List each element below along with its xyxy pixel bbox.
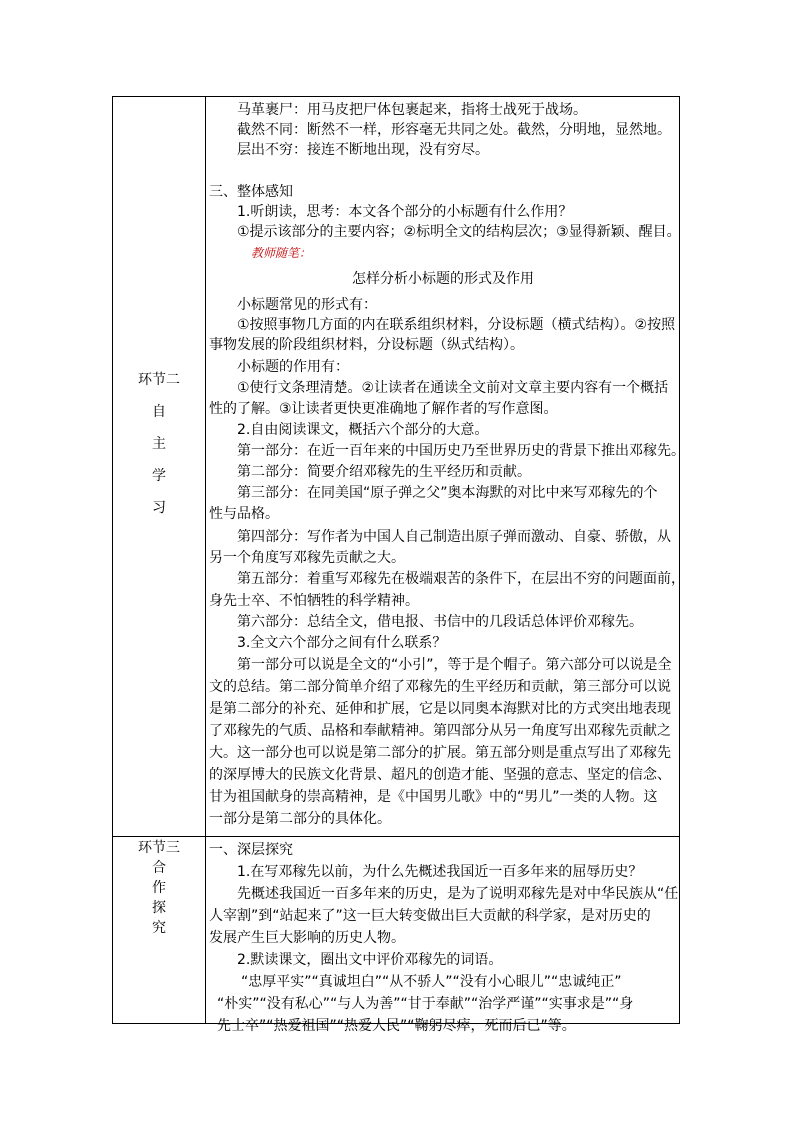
part-summary: 性与品格。 xyxy=(209,506,279,522)
roles-heading: 小标题的作用有： xyxy=(237,359,349,375)
part-summary: 另一个角度写邓稼先贡献之大。 xyxy=(209,550,405,566)
section2-label-line: 主 xyxy=(152,436,166,452)
lesson-table xyxy=(112,96,685,1034)
explore-answer-line: 发展产生巨大影响的历史人物。 xyxy=(209,930,405,946)
section3-label-line: 作 xyxy=(152,880,166,896)
part-summary: 第三部分：在同美国“原子弹之父”奥本海默的对比中来写邓稼先的个 xyxy=(237,485,658,501)
part-summary: 第五部分：着重写邓稼先在极端艰苦的条件下，在层出不穷的问题面前， xyxy=(237,571,685,587)
relation-line: 大。这一部分也可以说是第二部分的扩展。第五部分则是重点写出了邓稼先 xyxy=(209,745,671,761)
section3-label-line: 究 xyxy=(152,920,166,936)
row-divider xyxy=(113,836,679,837)
column-divider xyxy=(205,97,206,1023)
evaluation-words-line: “忠厚平实”“真诚坦白”“从不骄人”“没有小心眼儿”“忠诚纯正” xyxy=(241,974,622,990)
relation-line: 第一部分可以说是全文的“小引”，等于是个帽子。第六部分可以说是全 xyxy=(237,657,672,673)
question-3: 3.全文六个部分之间有什么联系？ xyxy=(237,635,447,651)
vocab-item: 层出不穷：接连不断地出现，没有穷尽。 xyxy=(237,142,489,158)
explore-question-1: 1.在写邓稼先以前，为什么先概述我国近一百多年来的屈辱历史？ xyxy=(237,864,643,880)
section2-label-line: 习 xyxy=(152,500,166,516)
question-1: 1.听朗读，思考：本文各个部分的小标题有什么作用？ xyxy=(237,204,573,220)
part-summary: 第二部分：简要介绍邓稼先的生平经历和贡献。 xyxy=(237,464,531,480)
explore-answer-line: 人宰割”到“站起来了”这一巨大转变做出巨大贡献的科学家，是对历史的 xyxy=(209,908,651,924)
relation-line: 甘为祖国献身的崇高精神，是《中国男儿歌》中的“男儿”一类的人物。这 xyxy=(209,789,658,805)
section3-label-line: 探 xyxy=(152,900,166,916)
relation-line: 了邓稼先的气质、品格和奉献精神。第四部分从另一角度写出邓稼先贡献之 xyxy=(209,723,671,739)
explore-answer-line: 先概述我国近一百多年来的历史，是为了说明邓稼先是对中华民族从“任 xyxy=(237,886,679,902)
vocab-item: 马革裹尸：用马皮把尸体包裹起来，指将士战死于战场。 xyxy=(237,102,587,118)
forms-heading: 小标题常见的形式有： xyxy=(237,297,377,313)
teacher-note: 教师随笔： xyxy=(251,246,312,260)
vocab-item: 截然不同：断然不一样，形容毫无共同之处。截然，分明地，显然地。 xyxy=(237,122,671,138)
question-2: 2.自由阅读课文，概括六个部分的大意。 xyxy=(237,422,489,438)
relation-line: 是第二部分的补充、延伸和扩展，它是以同奥本海默对比的方式突出地表现 xyxy=(209,701,671,717)
section2-label xyxy=(113,369,205,517)
explore-question-2: 2.默读课文，圈出文中评价邓稼先的词语。 xyxy=(237,952,503,968)
method-title: 怎样分析小标题的形式及作用 xyxy=(352,271,534,287)
relation-line: 一部分是第二部分的具体化。 xyxy=(209,811,391,827)
relation-line: 的深厚博大的民族文化背景、超凡的创造才能、坚强的意志、坚定的信念、 xyxy=(209,767,671,783)
forms-line: ①按照事物几方面的内在联系组织材料，分设标题（横式结构）。②按照 xyxy=(237,317,676,333)
roles-line: 性的了解。③让读者更快更准确地了解作者的写作意图。 xyxy=(209,401,558,417)
section3-label-line: 环节三 xyxy=(138,840,180,856)
part-summary: 身先士卒、不怕牺牲的科学精神。 xyxy=(209,593,419,609)
roles-line: ①使行文条理清楚。②让读者在通读全文前对文章主要内容有一个概括 xyxy=(237,380,669,396)
section3-label xyxy=(113,838,205,938)
forms-line: 事物发展的阶段组织材料，分设标题（纵式结构）。 xyxy=(209,337,524,353)
part-summary: 第四部分：写作者为中国人自己制造出原子弹而激动、自豪、骄傲，从 xyxy=(237,529,671,545)
relation-line: 文的总结。第二部分简单介绍了邓稼先的生平经历和贡献，第三部分可以说 xyxy=(209,679,671,695)
section2-label-line: 学 xyxy=(152,468,166,484)
part-summary: 第一部分：在近一百年来的中国历史乃至世界历史的背景下推出邓稼先。 xyxy=(237,443,685,459)
section2-label-line: 环节二 xyxy=(138,372,180,388)
part-summary: 第六部分：总结全文，借电报、书信中的几段话总体评价邓稼先。 xyxy=(237,614,643,630)
explore-title: 一、深层探究 xyxy=(209,842,293,858)
section2-label-line: 自 xyxy=(152,404,166,420)
section3-label-line: 合 xyxy=(152,860,166,876)
evaluation-words-line: 先士卒”“热爱祖国”“热爱人民”“鞠躬尽瘁，死而后已”等。 xyxy=(217,1018,576,1034)
evaluation-words-line: “朴实”“没有私心”“与人为善”“甘于奉献”“治学严谨”“实事求是”“身 xyxy=(217,996,634,1012)
answer-1: ①提示该部分的主要内容；②标明全文的结构层次；③显得新颖、醒目。 xyxy=(237,224,681,240)
perception-title: 三、整体感知 xyxy=(209,184,293,200)
